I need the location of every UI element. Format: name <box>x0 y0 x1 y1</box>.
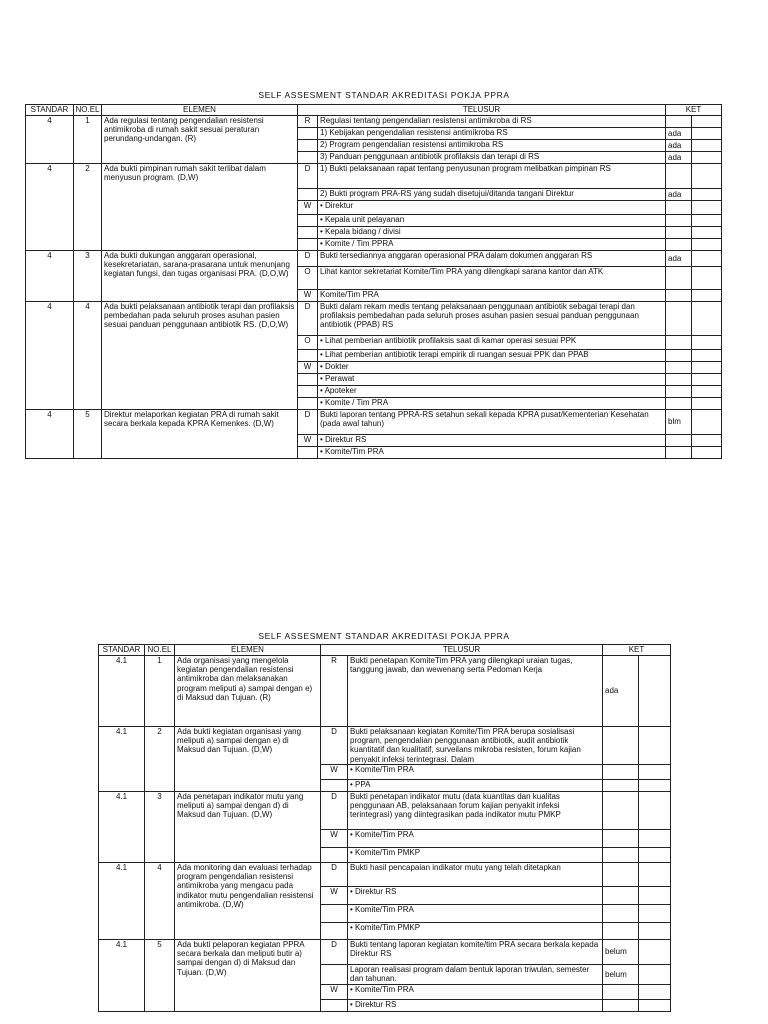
code-cell: W <box>321 887 348 905</box>
code-cell: O <box>298 336 318 350</box>
header-standar: STANDAR <box>99 645 145 656</box>
ket-cell <box>666 435 692 447</box>
header-standar: STANDAR <box>26 105 74 116</box>
ket-cell <box>666 239 692 251</box>
ket-extra-cell <box>639 887 671 905</box>
ket-extra-cell <box>692 386 722 398</box>
no-el-cell: 5 <box>145 940 175 1012</box>
ket-cell <box>603 792 639 830</box>
telusur-text: • Kepala unit pelayanan <box>320 215 405 224</box>
header-ket: KET <box>603 645 671 656</box>
ket-cell: belum <box>603 965 639 985</box>
ket-extra-cell <box>639 765 671 780</box>
no-el-cell: 5 <box>74 410 102 459</box>
telusur-text: Bukti penetapan indikator mutu (data kuantitas dan kualitas penggunaan AB, pelaksanaan forum kajian penyakit infeksi terintegrasi) yang diintegrasikan pada indikator mutu PMKP <box>350 792 561 820</box>
ket-cell <box>666 447 692 459</box>
ket-extra-cell <box>639 985 671 1000</box>
telusur-text: Lihat kantor sekretariat Komite/Tim PRA yang dilengkapi sarana kantor dan ATK <box>320 267 604 276</box>
ket-cell: ada <box>666 152 692 164</box>
ket-cell <box>603 863 639 887</box>
ket-cell <box>666 201 692 215</box>
ket-cell <box>666 374 692 386</box>
ket-extra-cell <box>692 189 722 201</box>
telusur-cell <box>318 336 666 350</box>
code-cell: D <box>321 940 348 965</box>
telusur-text: • PPA <box>350 780 371 789</box>
telusur-text: • Komite/Tim PRA <box>350 830 414 839</box>
code-cell <box>298 398 318 410</box>
ket-cell <box>666 267 692 290</box>
telusur-text: Bukti laporan tentang PPRA-RS setahun sekali kepada KPRA pusat/Kementerian Kesehatan (pada awal tahun) <box>320 410 649 429</box>
telusur-cell <box>318 239 666 251</box>
telusur-text: Bukti tersediannya anggaran operasional PRA dalam dokumen anggaran RS <box>320 251 593 260</box>
standar-cell: 4.1 <box>99 940 145 1012</box>
telusur-cell <box>318 215 666 227</box>
ket-extra-cell <box>639 940 671 965</box>
code-cell: D <box>298 410 318 435</box>
ket-cell <box>603 830 639 848</box>
ket-extra-cell <box>692 152 722 164</box>
elemen-cell: Ada bukti dukungan anggaran operasional, kesekretariatan, sarana-prasarana untuk menunjang kegiatan fungsi, dan tugas organisasi PRA. (D,O,W) <box>102 251 298 302</box>
ket-cell: ada <box>666 140 692 152</box>
standar-cell: 4.1 <box>99 656 145 727</box>
telusur-text: Bukti penetapan KomiteTim PRA yang dilengkapi uraian tugas, tanggung jawab, dan wewenang serta Pedoman Kerja <box>350 656 573 675</box>
telusur-cell <box>318 140 666 152</box>
telusur-text: • Komite/Tim PRA <box>350 905 414 914</box>
telusur-text: Bukti hasil pencapaian indikator mutu yang telah ditetapkan <box>350 863 561 872</box>
code-cell: D <box>298 302 318 336</box>
telusur-cell <box>318 362 666 374</box>
telusur-text: • Komite / Tim PPRA <box>320 239 394 248</box>
ket-extra-cell <box>692 302 722 336</box>
ket-cell <box>603 780 639 792</box>
ket-extra-cell <box>692 128 722 140</box>
ket-extra-cell <box>692 215 722 227</box>
code-cell: W <box>298 362 318 374</box>
ket-cell <box>603 848 639 863</box>
ket-extra-cell <box>692 362 722 374</box>
no-el-cell: 4 <box>145 863 175 940</box>
ket-cell <box>666 116 692 128</box>
code-cell <box>321 965 348 985</box>
code-cell: W <box>298 435 318 447</box>
code-cell <box>298 374 318 386</box>
telusur-cell <box>318 302 666 336</box>
telusur-cell <box>348 887 603 905</box>
elemen-cell: Ada bukti kegiatan organisasi yang meliputi a) sampai dengan e) di Maksud dan Tujuan. (D,W) <box>175 727 321 792</box>
table-row <box>26 116 722 128</box>
telusur-text: • Lihat pemberian antibiotik profilaksis saat di kamar operasi sesuai PPK <box>320 336 577 345</box>
ket-extra-cell <box>639 923 671 940</box>
table-row <box>99 727 671 765</box>
telusur-text: • Direktur RS <box>350 887 397 896</box>
ket-cell <box>666 227 692 239</box>
table-row <box>26 164 722 189</box>
telusur-cell <box>348 985 603 1000</box>
no-el-cell: 2 <box>74 164 102 251</box>
telusur-cell <box>318 290 666 302</box>
ket-extra-cell <box>639 792 671 830</box>
code-cell: D <box>298 251 318 267</box>
elemen-cell: Ada monitoring dan evaluasi terhadap program pengendalian resistensi antimikroba yang mengacu pada indikator mutu pengendalian resistensi antimikroba. (D,W) <box>175 863 321 940</box>
elemen-cell: Ada regulasi tentang pengendalian resistensi antimikroba di rumah sakit sesuai peraturan perundang-undangan. (R) <box>102 116 298 164</box>
elemen-cell: Ada organisasi yang mengelola kegiatan pengendalian resistensi antimikroba dan melaksanakan program meliputi a) sampai dengan e) di Maksud dan Tujuan. (R) <box>175 656 321 727</box>
header-telusur: TELUSUR <box>298 105 666 116</box>
ket-extra-cell <box>692 447 722 459</box>
code-cell <box>298 128 318 140</box>
ket-extra-cell <box>639 727 671 765</box>
code-cell <box>298 386 318 398</box>
ket-cell <box>603 905 639 923</box>
telusur-text: 1) Kebijakan pengendalian resistensi antimikroba RS <box>320 128 508 137</box>
header-elemen: ELEMEN <box>175 645 321 656</box>
code-cell: R <box>321 656 348 727</box>
ket-extra-cell <box>639 656 671 727</box>
telusur-cell <box>318 410 666 435</box>
header-noel: NO.EL <box>75 105 100 115</box>
telusur-cell <box>318 152 666 164</box>
telusur-cell <box>318 251 666 267</box>
code-cell <box>321 923 348 940</box>
no-el-cell: 4 <box>74 302 102 410</box>
telusur-text: 2) Program pengendalian resistensi antimikroba RS <box>320 140 504 149</box>
code-cell <box>321 848 348 863</box>
telusur-cell <box>348 727 603 765</box>
assessment-table-1 <box>25 104 722 459</box>
telusur-text: 1) Bukti pelaksanaan rapat tentang penyusunan program melibatkan pimpinan RS <box>320 164 611 173</box>
code-cell: D <box>321 727 348 765</box>
ket-cell <box>666 215 692 227</box>
elemen-cell: Ada bukti pelaporan kegiatan PPRA secara berkala dan meliputi butir a) sampai dengan d) di Maksud dan Tujuan. (D,W) <box>175 940 321 1012</box>
code-cell: W <box>298 201 318 215</box>
ket-cell <box>666 386 692 398</box>
standar-cell: 4 <box>26 164 74 251</box>
telusur-cell <box>348 792 603 830</box>
ket-cell: ada <box>666 189 692 201</box>
code-cell: O <box>298 267 318 290</box>
ket-extra-cell <box>692 350 722 362</box>
standar-cell: 4 <box>26 302 74 410</box>
telusur-text: Komite/Tim PRA <box>320 290 379 299</box>
header-ket: KET <box>666 105 722 116</box>
telusur-cell <box>318 398 666 410</box>
ket-cell <box>603 1000 639 1012</box>
code-cell <box>298 227 318 239</box>
telusur-text: • Direktur RS <box>320 435 367 444</box>
code-cell <box>321 905 348 923</box>
ket-extra-cell <box>692 164 722 189</box>
ket-cell <box>666 362 692 374</box>
code-cell: W <box>298 290 318 302</box>
code-cell: D <box>321 863 348 887</box>
ket-cell <box>666 398 692 410</box>
no-el-cell: 1 <box>74 116 102 164</box>
telusur-cell <box>348 965 603 985</box>
telusur-cell <box>318 374 666 386</box>
table-row <box>26 251 722 267</box>
telusur-cell <box>318 447 666 459</box>
telusur-text: • Lihat pemberian antibiotik terapi empirik di ruangan sesuai PPK dan PPAB <box>320 350 589 359</box>
ket-cell <box>603 985 639 1000</box>
telusur-text: • Direktur RS <box>350 1000 397 1009</box>
ket-extra-cell <box>692 201 722 215</box>
table-row <box>26 410 722 435</box>
ket-extra-cell <box>692 336 722 350</box>
elemen-cell: Ada bukti pimpinan rumah sakit terlibat dalam menyusun program. (D,W) <box>102 164 298 251</box>
header-row <box>99 645 671 656</box>
header-noel: NO.EL <box>145 645 175 656</box>
telusur-text: • Komite/Tim PRA <box>350 985 414 994</box>
standar-cell: 4 <box>26 116 74 164</box>
ket-cell <box>666 350 692 362</box>
standar-cell: 4 <box>26 251 74 302</box>
telusur-text: • Direktur <box>320 201 354 210</box>
ket-extra-cell <box>692 116 722 128</box>
telusur-text: • Kepala bidang / divisi <box>320 227 401 236</box>
code-cell <box>298 215 318 227</box>
table-row <box>99 656 671 727</box>
ket-cell: ada <box>666 128 692 140</box>
ket-cell <box>666 302 692 336</box>
code-cell <box>298 239 318 251</box>
telusur-cell <box>348 830 603 848</box>
telusur-text: Bukti pelaksanaan kegiatan Komite/Tim PRA berupa sosialisasi program, pengendalian penggunaan antibiotik, audit antibiotik kuantitatif dan kualitatif, surveilans mikroba resisten, forum kajian penyakit infeksi terintegrasi. Dalam <box>350 727 581 764</box>
ket-cell: blm <box>666 410 692 435</box>
table-row <box>99 940 671 965</box>
ket-extra-cell <box>692 140 722 152</box>
table2-title: SELF ASSESMENT STANDAR AKREDITASI POKJA PPRA <box>258 631 510 641</box>
ket-extra-cell <box>692 239 722 251</box>
elemen-cell: Direktur melaporkan kegiatan PRA di rumah sakit secara berkala kepada KPRA Kemenkes. (D,W) <box>102 410 298 459</box>
telusur-text: • Komite/Tim PMKP <box>350 923 421 932</box>
ket-extra-cell <box>692 398 722 410</box>
code-cell: W <box>321 765 348 780</box>
telusur-cell <box>348 780 603 792</box>
telusur-text: • Perawat <box>320 374 355 383</box>
code-cell <box>298 447 318 459</box>
ket-extra-cell <box>639 1000 671 1012</box>
header-elemen: ELEMEN <box>102 105 298 116</box>
standar-cell: 4 <box>26 410 74 459</box>
standar-cell: 4.1 <box>99 792 145 863</box>
telusur-cell <box>318 386 666 398</box>
header-telusur: TELUSUR <box>321 645 603 656</box>
telusur-text: Regulasi tentang pengendalian resistensi antimikroba di RS <box>320 116 532 125</box>
code-cell <box>298 140 318 152</box>
ket-extra-cell <box>692 267 722 290</box>
table-row <box>99 792 671 830</box>
ket-cell <box>666 290 692 302</box>
ket-cell <box>603 887 639 905</box>
header-row <box>26 105 722 116</box>
table1-title: SELF ASSESMENT STANDAR AKREDITASI POKJA PPRA <box>258 90 510 100</box>
telusur-cell <box>348 923 603 940</box>
code-cell <box>298 350 318 362</box>
ket-extra-cell <box>692 251 722 267</box>
telusur-cell <box>348 905 603 923</box>
ket-extra-cell <box>639 863 671 887</box>
ket-extra-cell <box>692 435 722 447</box>
ket-cell <box>603 727 639 765</box>
ket-cell <box>666 164 692 189</box>
code-cell: W <box>321 830 348 848</box>
code-cell <box>321 780 348 792</box>
code-cell: D <box>321 792 348 830</box>
ket-extra-cell <box>692 410 722 435</box>
telusur-cell <box>318 201 666 215</box>
table-row <box>99 863 671 887</box>
standar-cell: 4.1 <box>99 863 145 940</box>
telusur-text: • Komite / Tim PRA <box>320 398 389 407</box>
ket-cell: belum <box>603 940 639 965</box>
code-cell <box>298 189 318 201</box>
telusur-cell <box>348 765 603 780</box>
telusur-cell <box>318 227 666 239</box>
no-el-cell: 2 <box>145 727 175 792</box>
ket-extra-cell <box>639 965 671 985</box>
no-el-cell: 1 <box>145 656 175 727</box>
elemen-cell: Ada bukti pelaksanaan antibiotik terapi dan profilaksis pembedahan pada seluruh proses asuhan pasien sesuai panduan penggunaan antibiotik RS. (D,O,W) <box>102 302 298 410</box>
telusur-cell <box>348 863 603 887</box>
telusur-cell <box>318 116 666 128</box>
code-cell <box>298 152 318 164</box>
elemen-cell: Ada penetapan indikator mutu yang meliputi a) sampai dengan d) di Maksud dan Tujuan. (D,W) <box>175 792 321 863</box>
ket-cell <box>603 765 639 780</box>
code-cell: W <box>321 985 348 1000</box>
code-cell: D <box>298 164 318 189</box>
ket-cell <box>666 336 692 350</box>
no-el-cell: 3 <box>74 251 102 302</box>
ket-extra-cell <box>639 848 671 863</box>
telusur-cell <box>348 940 603 965</box>
telusur-text: • Apoteker <box>320 386 357 395</box>
ket-cell <box>603 923 639 940</box>
telusur-cell <box>318 267 666 290</box>
table-row <box>26 302 722 336</box>
ket-extra-cell <box>692 290 722 302</box>
telusur-text: • Komite/Tim PRA <box>350 765 414 774</box>
telusur-cell <box>318 350 666 362</box>
telusur-cell <box>318 189 666 201</box>
ket-extra-cell <box>692 227 722 239</box>
ket-cell: ada <box>666 251 692 267</box>
telusur-cell <box>318 128 666 140</box>
code-cell: R <box>298 116 318 128</box>
ket-cell: ada <box>603 656 639 727</box>
code-cell <box>321 1000 348 1012</box>
standar-cell: 4.1 <box>99 727 145 792</box>
telusur-cell <box>348 656 603 727</box>
ket-extra-cell <box>639 830 671 848</box>
no-el-cell: 3 <box>145 792 175 863</box>
telusur-text: 3) Panduan penggunaan antibiotik profilaksis dan terapi di RS <box>320 152 540 161</box>
ket-extra-cell <box>639 905 671 923</box>
telusur-text: 2) Bukti program PRA-RS yang sudah disetujui/ditanda tangani Direktur <box>320 189 574 198</box>
telusur-text: • Dokter <box>320 362 349 371</box>
ket-extra-cell <box>639 780 671 792</box>
telusur-cell <box>318 435 666 447</box>
telusur-cell <box>348 1000 603 1012</box>
telusur-text: Bukti dalam rekam medis tentang pelaksanaan penggunaan antibiotik sebagai terapi dan profilaksis pembedahan pada seluruh proses asuhan pasien sesuai panduan penggunaan antibiotik (PPAB) RS <box>320 302 639 330</box>
telusur-cell <box>318 164 666 189</box>
telusur-text: Laporan realisasi program dalam bentuk laporan triwulan, semester dan tahunan. <box>350 965 590 984</box>
assessment-table-2 <box>98 644 671 1012</box>
ket-extra-cell <box>692 374 722 386</box>
telusur-text: • Komite/Tim PRA <box>320 447 384 456</box>
telusur-cell <box>348 848 603 863</box>
telusur-text: Bukti tentang laporan kegiatan komite/tim PRA secara berkala kepada Direktur RS <box>350 940 599 959</box>
telusur-text: • Komite/Tim PMKP <box>350 848 421 857</box>
